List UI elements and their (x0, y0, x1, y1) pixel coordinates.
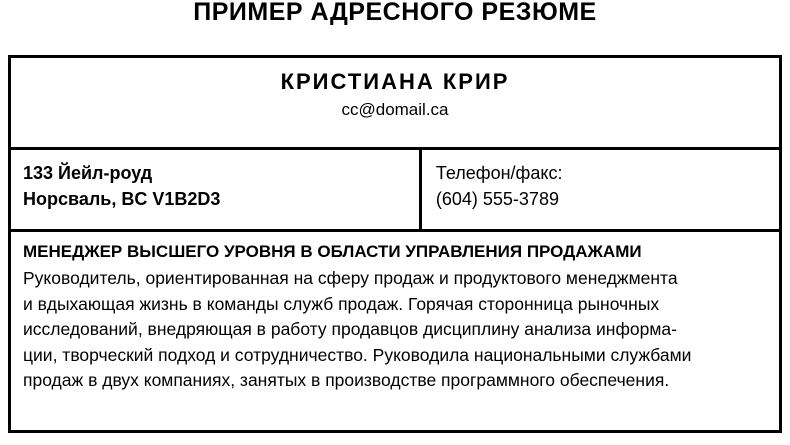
summary-line: и вдыхающая жизнь в команды служб продаж. Горячая сторонница рыночных (23, 293, 660, 314)
contact-row (11, 150, 779, 232)
resume-header (11, 58, 779, 150)
phone-label: Телефон/факс: (435, 163, 563, 183)
address-line-1: 133 Йейл-роуд (23, 163, 153, 183)
resume-card (8, 55, 782, 433)
address-line-2: Норсваль, BC V1B2D3 (23, 189, 221, 210)
address-cell (11, 150, 422, 229)
page-title: ПРИМЕР АДРЕСНОГО РЕЗЮМЕ (193, 0, 597, 26)
summary-row (11, 232, 779, 393)
summary-body (23, 266, 767, 393)
summary-line: Руководитель, ориентированная на сферу продаж и продуктового менеджмента (23, 268, 678, 289)
summary-line: продаж в двух компаниях, занятых в производстве программного обеспечения. (23, 369, 670, 390)
phone-value: (604) 555-3789 (435, 189, 559, 210)
person-name: КРИСТИАНА КРИР (280, 69, 510, 94)
summary-line: исследований, внедряющая в работу продавцов дисциплину анализа информа- (23, 319, 677, 340)
summary-line: ции, творческий подход и сотрудничество. Руководила национальными службами (23, 344, 692, 365)
phone-cell (422, 150, 779, 229)
person-email[interactable]: cc@domail.ca (341, 100, 449, 120)
summary-heading: МЕНЕДЖЕР ВЫСШЕГО УРОВНЯ В ОБЛАСТИ УПРАВЛЕНИЯ ПРОДАЖАМИ (23, 242, 642, 261)
